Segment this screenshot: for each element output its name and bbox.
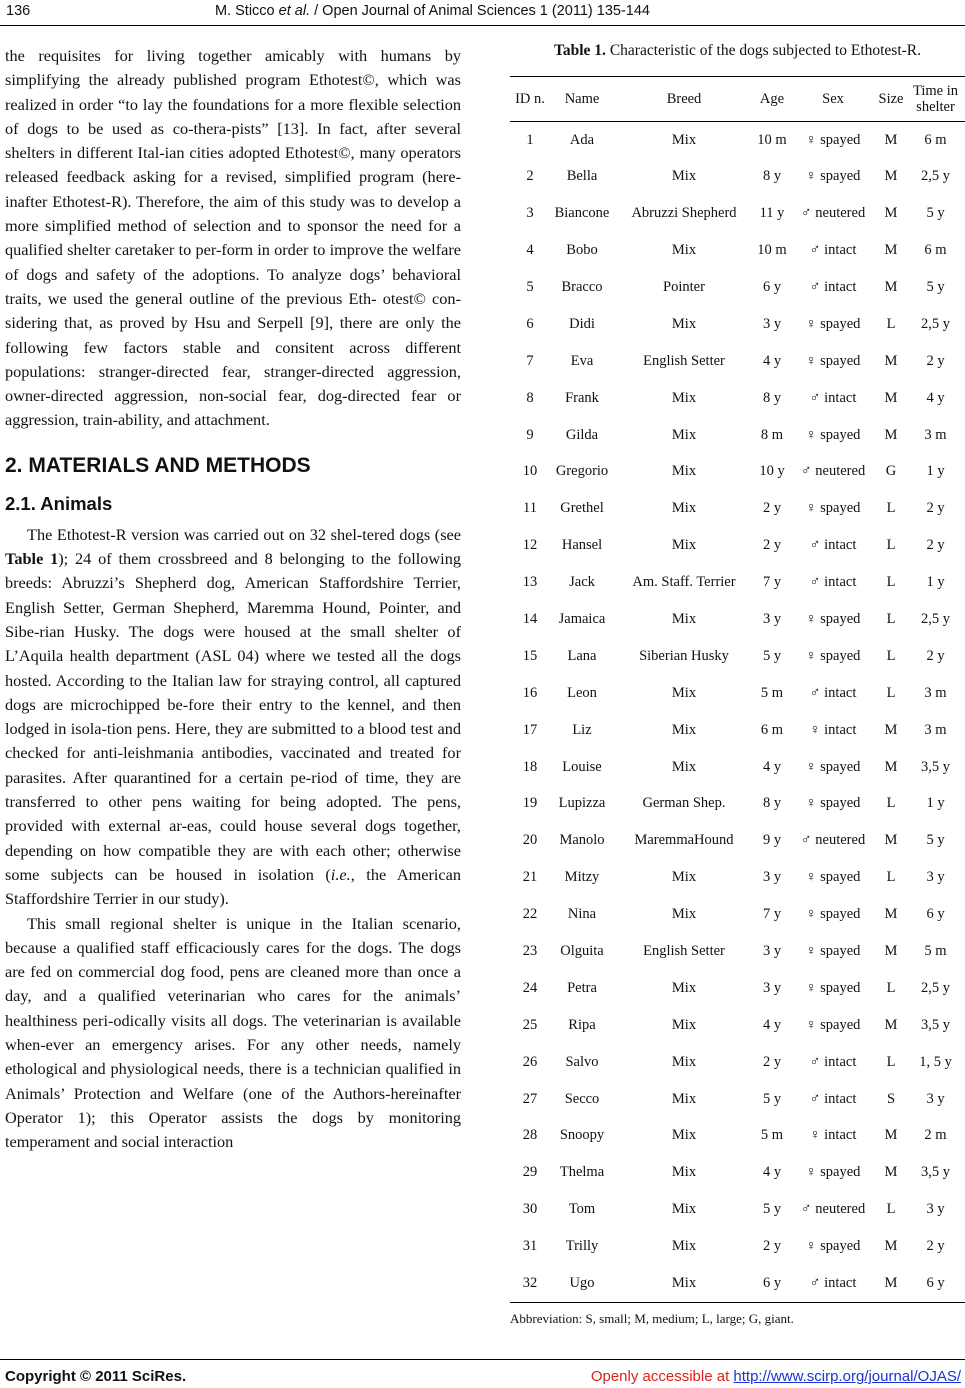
running-title-authors: M. Sticco [215,3,279,19]
cell-sex: ♀ intact [809,721,857,738]
cell-sex: ♀ spayed [805,1238,861,1255]
table-row [510,454,965,491]
cell-id: 7 [526,352,534,369]
cell-age: 3 y [762,315,782,332]
cell-sex: ♀ spayed [805,979,861,996]
cell-name: Salvo [565,1053,599,1070]
cell-id: 22 [522,906,538,923]
cell-age: 4 y [762,352,782,369]
cell-name: Trilly [565,1238,599,1255]
col-header-sex: Sex [822,91,844,107]
cell-name: Lupizza [558,795,606,812]
cell-time-in-shelter: 2 y [926,537,945,554]
cell-breed: Mix [671,906,697,923]
table-row [510,1081,965,1118]
cell-time-in-shelter: 2 m [924,1127,947,1144]
cell-time-in-shelter: 2 y [926,352,945,369]
cell-name: Bobo [566,242,598,259]
table-row [510,1154,965,1191]
col-header-age: Age [759,91,785,107]
animals-text-a: The Ethotest-R version was carried out on 32 shel-tered dogs (see [27,524,461,544]
cell-sex: ♂ intact [809,279,857,295]
cell-age: 5 y [762,647,782,664]
cell-breed: Mix [671,684,697,701]
cell-breed: English Setter [643,352,725,369]
cell-id: 31 [522,1238,538,1255]
table-row [510,527,965,564]
cell-breed: Mix [671,869,697,886]
cell-id: 32 [522,1274,538,1291]
table-row [510,158,965,195]
cell-size: L [886,684,896,701]
cell-size: L [886,537,896,554]
cell-id: 19 [522,795,538,812]
cell-age: 10 y [759,463,785,480]
cell-sex: ♀ spayed [805,352,861,369]
cell-time-in-shelter: 2,5 y [921,979,950,996]
cell-sex: ♀ spayed [805,795,861,812]
table-row [510,786,965,823]
cell-time-in-shelter: 5 y [926,832,945,849]
cell-time-in-shelter: 3 m [924,426,947,443]
animals-text-c: , the American Staffordshire Terrier in our study). [5,864,462,909]
cell-name: Biancone [554,205,610,222]
cell-size: M [884,279,898,295]
cell-age: 5 m [760,684,784,701]
cell-breed: Mix [671,463,697,480]
footer-rule [0,1359,965,1360]
cell-time-in-shelter: 2 y [926,647,945,664]
cell-name: Hansel [561,537,603,554]
cell-size: L [886,647,896,664]
copyright-notice: Copyright © 2011 SciRes. [5,1368,187,1385]
animals-paragraph-1 [5,523,461,912]
cell-sex: ♀ spayed [805,611,861,628]
cell-size: M [884,906,898,923]
cell-name: Grethel [560,500,604,517]
cell-size: M [884,352,898,369]
cell-id: 2 [526,168,534,185]
cell-breed: Mix [671,537,697,554]
cell-breed: English Setter [643,943,725,960]
running-title-journal: / Open Journal of Animal Sciences 1 (2011) 135-144 [310,3,650,19]
cell-sex: ♀ spayed [805,1016,861,1033]
cell-id: 17 [522,721,538,738]
cell-breed: Mix [671,979,697,996]
cell-age: 7 y [762,906,782,923]
table-row [510,601,965,638]
cell-id: 1 [526,131,534,148]
cell-sex: ♂ neutered [800,463,866,480]
cell-id: 3 [526,205,534,222]
cell-sex: ♀ intact [809,1127,857,1144]
cell-size: L [886,315,896,332]
cell-name: Manolo [559,832,605,849]
animals-ie: i.e. [330,864,351,884]
table-row [510,269,965,306]
cell-sex: ♂ intact [809,537,857,554]
cell-breed: Am. Staff. Terrier [632,574,736,591]
cell-name: Didi [569,315,595,332]
cell-name: Lana [567,647,597,664]
cell-age: 2 y [762,537,782,554]
cell-size: M [884,1238,898,1255]
col-header-id: ID n. [515,91,545,107]
cell-name: Thelma [559,1164,605,1181]
cell-time-in-shelter: 1 y [926,574,945,591]
cell-name: Secco [564,1090,600,1107]
cell-time-in-shelter: 3 y [926,1090,945,1107]
cell-id: 4 [526,242,534,259]
cell-age: 6 y [762,1274,782,1291]
cell-name: Ugo [569,1274,595,1291]
cell-breed: Mix [671,758,697,775]
cell-age: 5 m [760,1127,784,1144]
cell-time-in-shelter: 6 y [926,1274,945,1291]
cell-id: 16 [522,684,538,701]
cell-id: 10 [522,463,538,480]
cell-breed: Mix [671,721,697,738]
page-header [0,3,965,25]
cell-time-in-shelter: 3,5 y [921,1164,950,1181]
cell-age: 6 m [760,721,784,738]
col-header-time-line2: shelter [916,99,955,115]
cell-breed: Mix [671,1164,697,1181]
cell-name: Bracco [561,279,603,295]
cell-sex: ♀ spayed [805,168,861,185]
animals-paragraph-2: This small regional shelter is unique in the Italian scenario, because a qualified staff efficaciously cares for the dogs. The dogs are fed on commercial dog food, pens are cleaned more than once a day, and a qualified veterinarian who cares for the animals’ healthiness peri-odically visits all dogs. The veterinarian is available when-ever an emergency arises. For any other needs, namely ethological and physiological needs, there is a technician qualified in Animals’ Protection and Welfare (one of the Authors-hereinafter Operator 1); this Operator assists the dogs by monitoring temperament and social interaction [5,913,461,1152]
cell-time-in-shelter: 2 y [926,500,945,517]
cell-sex: ♂ intact [809,242,857,259]
cell-age: 9 y [762,832,782,849]
cell-age: 6 y [762,279,782,295]
table-row [510,1191,965,1228]
animals-text-b: ); 24 of them crossbreed and 8 belonging to the following breeds: Abruzzi’s Shepherd dog, American Staffordshire Terrier, English Setter, German Shepherd, Maremma Hound, Pointer, and Sibe-rian Husky. The dogs were housed at the small shelter of L’Aquila health department (ASL 04) where we tested all the dogs hosted. According to the Italian law for straying control, all captured dogs are microchipped be-fore their entry to the kennel, and then lodged in isola-tion pens. Here, they are submitted to a blood test and checked for anti-leishmania antibodies, vaccinated and treated for parasites. After quarantined for a certain pe-riod of time, they are transferred to other pens waiting for being adopted. The pens, provided with external ar-eas, could house several dogs together, depending on how compatible they are with each other; otherwise some subjects can be housed in isolation ( [5,549,461,884]
cell-name: Petra [567,979,597,996]
cell-id: 18 [522,758,538,775]
cell-age: 10 m [757,131,787,148]
running-title [215,3,650,19]
cell-breed: Mix [671,1127,697,1144]
cell-age: 2 y [762,500,782,517]
cell-time-in-shelter: 3 y [926,1201,945,1218]
cell-id: 9 [526,426,534,443]
table-row [510,1265,965,1302]
cell-time-in-shelter: 6 m [924,242,947,259]
cell-sex: ♂ neutered [800,832,866,849]
cell-size: M [884,168,898,185]
cell-name: Bella [566,168,598,185]
cell-name: Ripa [568,1016,596,1033]
cell-name: Louise [562,758,602,775]
cell-age: 2 y [762,1238,782,1255]
cell-sex: ♀ spayed [805,426,861,443]
cell-sex: ♀ spayed [805,647,861,664]
cell-age: 5 y [762,1201,782,1218]
dogs-table [510,76,965,1303]
cell-time-in-shelter: 1, 5 y [919,1053,952,1070]
cell-id: 8 [526,389,534,406]
table-row [510,675,965,712]
cell-breed: Mix [671,1090,697,1107]
cell-time-in-shelter: 5 m [924,943,947,960]
cell-time-in-shelter: 1 y [926,463,945,480]
table-reference-link[interactable]: Table 1 [5,549,59,569]
cell-time-in-shelter: 1 y [926,795,945,812]
table-body [510,122,965,1303]
cell-age: 3 y [762,611,782,628]
table-row [510,564,965,601]
table-caption [510,42,965,76]
left-column [5,44,461,1154]
cell-id: 6 [526,315,534,332]
cell-name: Ada [569,131,595,148]
cell-sex: ♂ neutered [800,205,866,222]
cell-time-in-shelter: 3 m [924,721,947,738]
table-row [510,232,965,269]
cell-breed: Mix [671,1201,697,1218]
cell-age: 4 y [762,1164,782,1181]
col-header-size: Size [878,91,904,107]
cell-name: Leon [567,684,597,701]
open-access-notice [591,1368,961,1385]
cell-sex: ♂ intact [809,574,857,591]
cell-id: 29 [522,1164,538,1181]
cell-id: 12 [522,537,538,554]
cell-id: 20 [522,832,538,849]
intro-paragraph: the requisites for living together amicably with humans by simplifying the already published program Ethotest©, which was realized in order “to lay the foundations for a more flexible selection of dogs to be used as co-thera-pists” [13]. In fact, after several shelters in different Ital-ian cities adopted Ethotest©, many operators released feedback asking for a revised, simplified program (here-inafter Ethotest-R). Therefore, the aim of this study was to develop a more simplified method of selection and to sponsor the need for a qualified shelter caretaker to per-form in order to improve the welfare of dogs and safety of the adoptions. To analyze dogs’ behavioral traits, we used the general outline of the previous Eth- otest© con-sidering that, as proved by Hsu and Serpell [9], there are only the following few factors stable and consitent across different populations: stranger-directed fear, stranger-directed aggression, owner-directed aggression, non-social fear, dog-directed fear or aggression, train-ability, and attachment. [5,46,461,430]
cell-size: L [886,979,896,996]
cell-breed: Mix [671,1053,697,1070]
table-row [510,1118,965,1155]
cell-name: Nina [567,906,597,923]
running-title-etal: et al. [278,3,311,19]
cell-name: Snoopy [559,1127,605,1144]
cell-age: 10 m [757,242,787,259]
cell-breed: Mix [671,1016,697,1033]
cell-size: L [886,574,896,591]
cell-sex: ♂ neutered [800,1201,866,1218]
table-row [510,343,965,380]
cell-breed: Mix [671,1238,697,1255]
cell-id: 24 [522,979,538,996]
cell-breed: Mix [671,426,697,443]
cell-size: G [885,463,897,480]
cell-name: Gilda [565,426,599,443]
cell-breed: Mix [671,500,697,517]
cell-time-in-shelter: 2,5 y [921,611,950,628]
cell-size: M [884,205,898,222]
cell-breed: German Shep. [642,795,726,812]
cell-sex: ♀ spayed [805,869,861,886]
table-row [510,970,965,1007]
table-row [510,1044,965,1081]
cell-size: M [884,1164,898,1181]
header-rule [0,25,965,26]
cell-sex: ♀ spayed [805,500,861,517]
cell-breed: Mix [671,1274,697,1291]
col-header-time-line1: Time in [913,83,958,99]
cell-sex: ♀ spayed [805,943,861,960]
page-number: 136 [6,3,31,19]
cell-name: Gregorio [555,463,609,480]
table-row [510,638,965,675]
cell-name: Olguita [560,943,604,960]
cell-size: M [884,1127,898,1144]
cell-age: 11 y [759,205,785,222]
cell-time-in-shelter: 2,5 y [921,168,950,185]
cell-age: 5 y [762,1090,782,1107]
cell-id: 30 [522,1201,538,1218]
cell-age: 8 m [760,426,784,443]
col-header-time-in-shelter [906,77,965,122]
cell-size: M [884,426,898,443]
cell-size: M [884,758,898,775]
table-abbreviation-note: Abbreviation: S, small; M, medium; L, large; G, giant. [510,1310,794,1326]
cell-breed: Mix [671,242,697,259]
cell-breed: Pointer [663,279,705,295]
cell-time-in-shelter: 3,5 y [921,1016,950,1033]
cell-time-in-shelter: 6 y [926,906,945,923]
cell-name: Tom [568,1201,596,1218]
cell-name: Jack [569,574,595,591]
cell-time-in-shelter: 3,5 y [921,758,950,775]
cell-id: 5 [526,279,534,295]
cell-name: Mitzy [564,869,600,886]
cell-id: 13 [522,574,538,591]
cell-size: L [886,1053,896,1070]
cell-size: L [886,795,896,812]
cell-breed: Mix [671,131,697,148]
cell-age: 8 y [762,389,782,406]
subsection-heading: 2.1. Animals [5,492,113,514]
cell-sex: ♂ intact [809,684,857,701]
cell-name: Liz [572,721,592,738]
cell-size: M [884,721,898,738]
cell-breed: Abruzzi Shepherd [631,205,737,222]
cell-breed: Mix [671,168,697,185]
cell-breed: Mix [671,315,697,332]
table-row [510,749,965,786]
cell-id: 15 [522,647,538,664]
cell-sex: ♂ intact [809,389,857,406]
cell-size: M [884,389,898,406]
cell-breed: MaremmaHound [634,832,734,849]
cell-size: M [884,943,898,960]
cell-id: 27 [522,1090,538,1107]
table-header-row [510,77,965,122]
cell-age: 4 y [762,1016,782,1033]
cell-size: M [884,242,898,259]
cell-sex: ♀ spayed [805,906,861,923]
table-caption-label: Table 1. [553,42,606,59]
cell-sex: ♀ spayed [805,758,861,775]
cell-sex: ♂ intact [809,1274,857,1291]
cell-time-in-shelter: 3 m [924,684,947,701]
cell-size: M [884,131,898,148]
cell-sex: ♀ spayed [805,315,861,332]
cell-id: 28 [522,1127,538,1144]
col-header-name: Name [564,91,600,107]
cell-time-in-shelter: 2,5 y [921,315,950,332]
cell-size: L [886,611,896,628]
cell-time-in-shelter: 6 m [924,131,947,148]
cell-age: 3 y [762,943,782,960]
open-access-label: Openly accessible at [590,1368,734,1385]
cell-size: M [884,832,898,849]
cell-id: 23 [522,943,538,960]
cell-time-in-shelter: 5 y [926,205,945,222]
cell-size: M [884,1016,898,1033]
cell-breed: Mix [671,611,697,628]
table-row [510,122,965,159]
cell-id: 11 [523,500,537,517]
cell-age: 7 y [762,574,782,591]
cell-size: M [884,1274,898,1291]
cell-sex: ♂ intact [809,1053,857,1070]
table-row [510,712,965,749]
table-row [510,896,965,933]
cell-time-in-shelter: 2 y [926,1238,945,1255]
cell-size: S [886,1090,896,1107]
cell-age: 8 y [762,168,782,185]
cell-name: Frank [565,389,599,406]
table-row [510,1007,965,1044]
cell-age: 2 y [762,1053,782,1070]
cell-name: Jamaica [558,611,606,628]
table-row [510,933,965,970]
table-row [510,306,965,343]
cell-time-in-shelter: 4 y [926,389,945,406]
cell-time-in-shelter: 3 y [926,869,945,886]
cell-sex: ♂ intact [809,1090,857,1107]
cell-id: 21 [522,869,538,886]
cell-age: 8 y [762,795,782,812]
cell-sex: ♀ spayed [805,1164,861,1181]
cell-age: 3 y [762,979,782,996]
cell-age: 3 y [762,869,782,886]
cell-name: Eva [570,352,594,369]
cell-size: L [886,1201,896,1218]
section-heading: 2. MATERIALS AND METHODS [5,453,311,477]
table-row [510,417,965,454]
journal-link[interactable]: http://www.scirp.org/journal/OJAS/ [733,1368,961,1385]
cell-id: 26 [522,1053,538,1070]
table-row [510,859,965,896]
table-row [510,195,965,232]
table-row [510,380,965,417]
cell-time-in-shelter: 5 y [926,279,945,295]
table-row [510,822,965,859]
table-1 [510,42,965,1327]
cell-sex: ♀ spayed [805,131,861,148]
cell-breed: Siberian Husky [639,647,729,664]
table-row [510,490,965,527]
cell-size: L [886,500,896,517]
cell-size: L [886,869,896,886]
table-row [510,1228,965,1265]
table-caption-text: Characteristic of the dogs subjected to Ethotest-R. [605,42,922,59]
cell-id: 25 [522,1016,538,1033]
cell-breed: Mix [671,389,697,406]
cell-age: 4 y [762,758,782,775]
cell-id: 14 [522,611,538,628]
col-header-breed: Breed [666,91,702,107]
